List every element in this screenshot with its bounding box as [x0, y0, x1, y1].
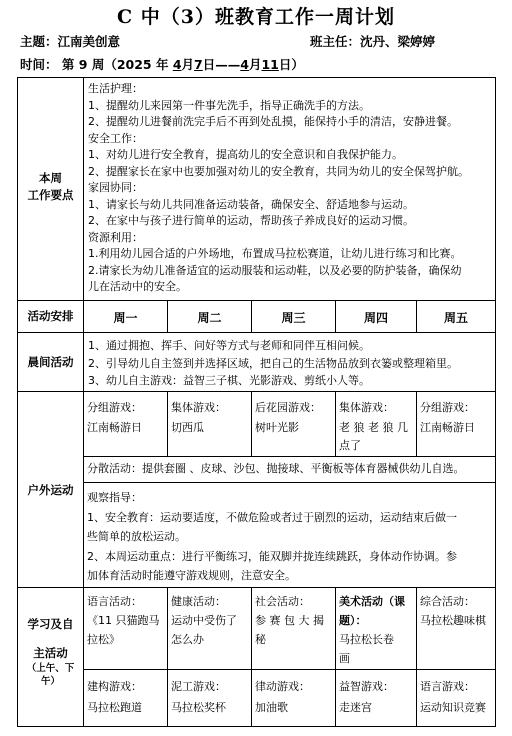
end-month: 4 [240, 57, 249, 72]
guidance-line: 2、本周运动重点：进行平衡练习，能双脚并拢连续跳跃，身体动作协调。参 [87, 549, 457, 563]
game-name: 老 狼 老 狼 几 [339, 421, 408, 434]
activity-name: 马拉松趣味棋 [420, 614, 486, 627]
study-fri-pm [420, 676, 495, 718]
activity-name: 运动知识竞赛 [420, 701, 486, 714]
activity-type: 语言游戏： [420, 680, 475, 693]
activity-name: 运动中受伤了 [171, 614, 237, 627]
col-divider [83, 78, 84, 726]
col-divider [167, 391, 168, 456]
study-thu-pm [339, 676, 415, 718]
study-label-line: 主活动 [33, 646, 68, 660]
day-wednesday: 周三 [281, 311, 306, 325]
key-points-line: 1.利用幼儿园合适的户外场地，布置成马拉松赛道，让幼儿进行练习和比赛。 [88, 247, 462, 260]
outdoor-game-fri [420, 398, 495, 438]
key-points-line: 1、对幼儿进行安全教育，提高幼儿的安全意识和自我保护能力。 [88, 148, 403, 161]
col-divider [251, 587, 252, 726]
row-divider [18, 391, 495, 392]
activity-name: 加油歌 [255, 701, 288, 714]
activity-type: 健康活动： [171, 595, 226, 608]
game-name: 树叶光影 [255, 421, 299, 434]
study-tue-pm [171, 676, 249, 718]
row-divider [83, 669, 495, 670]
plan-table [17, 77, 496, 727]
game-type: 分组游戏： [420, 401, 475, 414]
key-points-line: 2.请家长为幼儿准备适宜的运动服装和运动鞋，以及必要的防护装备，确保幼 [88, 263, 462, 277]
activity-type: 美术活动（课 [339, 595, 405, 608]
activity-type: 律动游戏： [255, 680, 310, 693]
end-day-unit: 日） [278, 57, 304, 72]
morning-line: 1、通过拥抱、挥手、问好等方式与老师和同伴互相问候。 [88, 339, 370, 352]
morning-label: 晨间活动 [27, 355, 74, 369]
outdoor-game-mon [87, 398, 165, 438]
game-type: 后花园游戏： [255, 401, 321, 414]
morning-line: 3、幼儿自主游戏：益智三子棋、光影游戏、剪纸小人等。 [88, 374, 370, 387]
page-title: C 中（3）班教育工作一周计划 [117, 6, 395, 28]
study-tue-am [171, 592, 249, 649]
activity-name: 秘 [255, 633, 266, 646]
key-points-line: 2、提醒家长在家中也要加强对幼儿的安全教育，共同为幼儿的安全保驾护航。 [88, 164, 469, 178]
time-row [20, 55, 304, 73]
game-name: 江南畅游日 [87, 421, 142, 434]
study-label-line: 午） [40, 676, 60, 687]
day-friday: 周五 [443, 311, 468, 325]
activity-type: 泥工游戏： [171, 680, 226, 693]
activity-type: 社会活动： [255, 595, 310, 608]
activity-type: 综合活动： [420, 595, 475, 608]
activity-name: 马拉松长卷 [339, 633, 394, 646]
game-type: 集体游戏： [171, 401, 226, 414]
row-divider [83, 482, 495, 483]
outdoor-label: 户外运动 [27, 483, 74, 497]
key-points-line: 儿在活动中的安全。 [88, 280, 187, 293]
key-points-line: 1、提醒幼儿来园第一件事先洗手，指导正确洗手的方法。 [88, 98, 370, 112]
game-name: 江南畅游日 [420, 421, 475, 434]
header-meta-row [20, 32, 500, 50]
key-points-line: 2、提醒幼儿进餐前洗完手后不再到处乱摸，能保持小手的清洁，安静进餐。 [88, 115, 458, 128]
date-dash: —— [215, 57, 241, 72]
col-divider [335, 391, 336, 456]
teacher-field [310, 32, 435, 50]
activity-type: 建构游戏： [87, 680, 142, 693]
activity-type: 语言活动： [87, 595, 142, 608]
guidance-line: 1、安全教育：运动要适度，不做危险或者过于剧烈的运动，运动结束后做一 [87, 510, 457, 524]
activity-name: 画 [339, 652, 350, 665]
day-monday: 周一 [113, 311, 138, 325]
col-divider [335, 587, 336, 726]
key-points-line: 家园协同： [88, 181, 143, 194]
guidance-line: 观察指导： [87, 491, 142, 504]
key-points-line: 安全工作： [88, 131, 143, 145]
key-points-label-line: 工作要点 [27, 188, 74, 202]
morning-content [88, 337, 494, 390]
end-month-unit: 月 [248, 57, 262, 72]
teacher-label: 班主任： [310, 34, 361, 49]
guidance-line: 些简单的放松运动。 [87, 530, 186, 543]
time-label: 时间： [20, 57, 58, 72]
col-divider [416, 391, 417, 456]
theme-value: 江南美创意 [57, 34, 121, 49]
key-points-label [18, 170, 83, 204]
outdoor-game-thu [339, 398, 415, 454]
activity-name: 走迷宫 [339, 701, 372, 714]
study-wed-am [255, 592, 333, 649]
outdoor-game-tue [171, 398, 249, 438]
start-day: 7 [194, 57, 203, 72]
row-divider [83, 456, 495, 457]
activity-type: 题）： [339, 614, 367, 627]
study-label-line: （上午、下 [26, 663, 75, 674]
row-divider [18, 300, 495, 301]
key-points-line: 1、请家长与幼儿共同准备运动装备，确保安全、舒适地参与运动。 [88, 197, 414, 211]
study-label-line: 学习及自 [27, 617, 74, 631]
start-month-unit: 月 [181, 57, 195, 72]
game-type: 分组游戏： [87, 401, 142, 414]
col-divider [251, 391, 252, 456]
key-points-line: 生活护理： [88, 82, 143, 95]
key-points-line: 资源利用： [88, 230, 143, 244]
key-points-line: 2、在家中与孩子进行简单的运动，帮助孩子养成良好的运动习惯。 [88, 214, 414, 227]
game-name: 切西瓜 [171, 421, 204, 434]
key-points-content [88, 81, 494, 296]
study-fri-am [420, 592, 495, 630]
game-name-cont: 点了 [339, 439, 361, 452]
study-label [18, 616, 83, 688]
activity-name: 《11 只猫跑马 [87, 614, 160, 627]
outdoor-game-wed [255, 398, 333, 438]
row-divider [18, 587, 495, 588]
day-thursday: 周四 [363, 311, 388, 325]
col-divider [416, 587, 417, 726]
row-divider [18, 332, 495, 333]
game-type: 集体游戏： [339, 401, 394, 414]
col-divider [167, 587, 168, 726]
study-mon-pm [87, 676, 165, 718]
study-thu-am [339, 592, 415, 668]
day-tuesday: 周二 [197, 311, 222, 325]
theme-label: 主题： [20, 34, 58, 49]
start-month: 4 [172, 57, 182, 72]
activity-type: 益智游戏： [339, 680, 394, 693]
start-day-unit: 日 [202, 57, 216, 72]
week-number: 9 [78, 57, 88, 72]
activity-name: 参 赛 包 大 揭 [255, 614, 324, 627]
week-suffix: 周（2025 年 [91, 57, 169, 72]
schedule-label: 活动安排 [27, 309, 74, 323]
study-mon-am [87, 592, 165, 649]
key-points-label-line: 本周 [39, 171, 62, 185]
outdoor-scatter: 分散活动：提供套圈 、皮球、沙包、抛接球、平衡板等体育器械供幼儿自选。 [87, 462, 465, 475]
activity-name: 马拉松跑道 [87, 701, 142, 714]
activity-name: 拉松》 [87, 633, 120, 646]
outdoor-guidance [87, 488, 495, 586]
morning-line: 2、引导幼儿自主签到并选择区域，把自己的生活物品放到衣篓或整理箱里。 [88, 356, 458, 370]
end-day: 11 [261, 57, 279, 72]
activity-name: 怎么办 [171, 633, 204, 646]
theme-field [20, 32, 120, 50]
week-prefix: 第 [61, 57, 75, 72]
teacher-value: 沈丹、梁婷婷 [360, 34, 436, 49]
guidance-line: 加体育活动时能遵守游戏规则，注意安全。 [87, 569, 296, 582]
activity-name: 马拉松奖杯 [171, 701, 226, 714]
study-wed-pm [255, 676, 333, 718]
